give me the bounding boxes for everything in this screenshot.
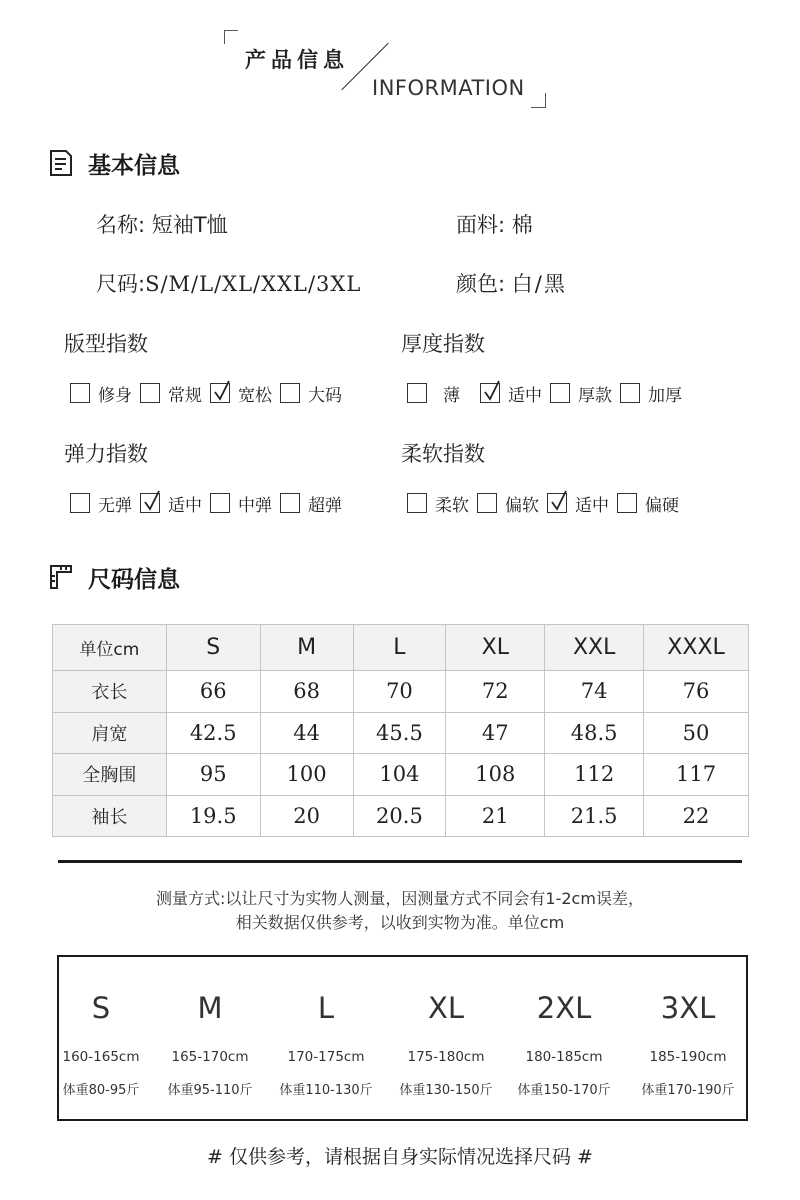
index-option[interactable] <box>70 491 132 516</box>
table-cell: 42.5 <box>166 712 260 754</box>
column-header: S <box>166 625 260 671</box>
page-header <box>0 0 800 120</box>
softness-index-options <box>407 490 687 516</box>
row-label: 衣长 <box>53 671 167 713</box>
index-option[interactable] <box>140 491 202 516</box>
reference-size: XL <box>427 991 465 1025</box>
thickness-index-title: 厚度指数 <box>401 332 485 356</box>
table-cell: 76 <box>644 671 749 713</box>
option-label: 柔软 <box>435 495 469 516</box>
table-cell: 48.5 <box>545 712 644 754</box>
stretch-index-title: 弹力指数 <box>64 442 148 466</box>
table-cell: 74 <box>545 671 644 713</box>
product-sizes: 尺码:S/M/L/XL/XXL/3XL <box>96 272 362 296</box>
row-label: 肩宽 <box>53 712 167 754</box>
option-label: 加厚 <box>648 385 682 406</box>
index-option[interactable] <box>70 381 132 406</box>
option-label: 大码 <box>308 385 342 406</box>
document-icon <box>48 149 74 177</box>
bracket-top-left <box>224 30 238 31</box>
table-cell: 19.5 <box>166 795 260 837</box>
table-cell: 100 <box>260 754 353 796</box>
checkbox-checked[interactable] <box>140 493 160 513</box>
bracket-bottom-right <box>531 107 545 108</box>
index-option[interactable] <box>210 381 272 406</box>
checkmark-icon <box>142 489 162 513</box>
reference-height: 160-165cm <box>62 1049 140 1065</box>
option-label: 超弹 <box>308 495 342 516</box>
fit-index-options <box>70 380 350 406</box>
table-cell: 112 <box>545 754 644 796</box>
table-cell: 22 <box>644 795 749 837</box>
table-cell: 104 <box>353 754 446 796</box>
table-cell: 47 <box>446 712 545 754</box>
thickness-index-options <box>407 380 690 406</box>
reference-size: 2XL <box>536 991 592 1025</box>
checkbox-checked[interactable] <box>210 383 230 403</box>
reference-size: L <box>317 991 335 1025</box>
checkmark-icon <box>212 379 232 403</box>
checkbox[interactable] <box>617 493 637 513</box>
table-cell: 72 <box>446 671 545 713</box>
option-label: 偏硬 <box>645 495 679 516</box>
checkbox[interactable] <box>620 383 640 403</box>
reference-weight: 体重130-150斤 <box>399 1083 493 1098</box>
product-colors: 颜色: 白/黑 <box>456 272 567 296</box>
column-header: XL <box>446 625 545 671</box>
checkbox-checked[interactable] <box>547 493 567 513</box>
table-cell: 68 <box>260 671 353 713</box>
reference-height: 175-180cm <box>407 1049 485 1065</box>
table-cell: 20.5 <box>353 795 446 837</box>
index-option[interactable] <box>407 381 472 406</box>
row-label: 袖长 <box>53 795 167 837</box>
index-option[interactable] <box>480 381 542 406</box>
option-label: 适中 <box>575 495 609 516</box>
checkbox[interactable] <box>280 383 300 403</box>
fit-index-title: 版型指数 <box>64 332 148 356</box>
table-row <box>53 671 749 713</box>
option-label: 适中 <box>508 385 542 406</box>
table-cell: 70 <box>353 671 446 713</box>
ruler-icon <box>48 563 74 591</box>
option-label: 宽松 <box>238 385 272 406</box>
basic-info-heading: 基本信息 <box>48 146 180 180</box>
divider-rule <box>58 860 742 863</box>
reference-size: M <box>197 991 223 1025</box>
option-label: 薄 <box>443 385 460 406</box>
column-header: XXXL <box>644 625 749 671</box>
size-table-header <box>53 625 749 671</box>
table-cell: 45.5 <box>353 712 446 754</box>
index-option[interactable] <box>550 381 612 406</box>
column-header: L <box>353 625 446 671</box>
option-label: 适中 <box>168 495 202 516</box>
option-label: 修身 <box>98 385 132 406</box>
measure-note-line1: 测量方式:以让尺寸为实物人测量，因测量方式不同会有1-2cm误差， <box>156 889 644 908</box>
option-label: 偏软 <box>505 495 539 516</box>
table-cell: 50 <box>644 712 749 754</box>
option-label: 常规 <box>168 385 202 406</box>
footer-note: # 仅供参考，请根据自身实际情况选择尺码 # <box>207 1146 593 1168</box>
reference-weight: 体重95-110斤 <box>167 1083 253 1098</box>
index-option[interactable] <box>210 491 272 516</box>
index-option[interactable] <box>280 381 342 406</box>
product-name: 名称: 短袖T恤 <box>96 213 228 237</box>
index-option[interactable] <box>620 381 682 406</box>
reference-height: 180-185cm <box>525 1049 603 1065</box>
table-cell: 95 <box>166 754 260 796</box>
checkbox[interactable] <box>407 383 427 403</box>
reference-height: 165-170cm <box>171 1049 249 1065</box>
table-row <box>53 712 749 754</box>
index-option[interactable] <box>140 381 202 406</box>
option-label: 中弹 <box>238 495 272 516</box>
reference-height: 185-190cm <box>649 1049 727 1065</box>
reference-weight: 体重150-170斤 <box>517 1083 611 1098</box>
checkbox[interactable] <box>210 493 230 513</box>
size-table <box>52 624 749 837</box>
checkmark-icon <box>482 379 502 403</box>
table-cell: 21.5 <box>545 795 644 837</box>
table-cell: 44 <box>260 712 353 754</box>
column-header: M <box>260 625 353 671</box>
checkbox[interactable] <box>70 493 90 513</box>
size-reference-box <box>57 955 748 1121</box>
reference-height: 170-175cm <box>287 1049 365 1065</box>
row-label: 全胸围 <box>53 754 167 796</box>
table-cell: 21 <box>446 795 545 837</box>
checkbox[interactable] <box>280 493 300 513</box>
measure-note-line2: 相关数据仅供参考，以收到实物为准。单位cm <box>235 913 565 932</box>
table-cell: 117 <box>644 754 749 796</box>
reference-size: S <box>91 991 111 1025</box>
index-option[interactable] <box>407 491 469 516</box>
checkbox-checked[interactable] <box>480 383 500 403</box>
index-option[interactable] <box>280 491 342 516</box>
table-row <box>53 754 749 796</box>
header-title-en: INFORMATION <box>372 76 525 100</box>
checkbox[interactable] <box>550 383 570 403</box>
index-option[interactable] <box>617 491 679 516</box>
option-label: 厚款 <box>578 385 612 406</box>
checkmark-icon <box>549 489 569 513</box>
checkbox[interactable] <box>407 493 427 513</box>
header-title-cn: 产品信息 <box>245 48 349 72</box>
product-fabric: 面料: 棉 <box>456 213 533 237</box>
unit-label: 单位cm <box>53 625 167 671</box>
reference-weight: 体重110-130斤 <box>279 1083 373 1098</box>
reference-weight: 体重170-190斤 <box>641 1083 735 1098</box>
checkbox[interactable] <box>477 493 497 513</box>
table-cell: 20 <box>260 795 353 837</box>
size-info-heading: 尺码信息 <box>48 560 180 594</box>
table-cell: 108 <box>446 754 545 796</box>
column-header: XXL <box>545 625 644 671</box>
option-label: 无弹 <box>98 495 132 516</box>
reference-weight: 体重80-95斤 <box>62 1083 140 1098</box>
softness-index-title: 柔软指数 <box>401 442 485 466</box>
checkbox[interactable] <box>70 383 90 403</box>
checkbox[interactable] <box>140 383 160 403</box>
stretch-index-options <box>70 490 350 516</box>
reference-size: 3XL <box>660 991 716 1025</box>
table-row <box>53 795 749 837</box>
table-cell: 66 <box>166 671 260 713</box>
index-option[interactable] <box>477 491 539 516</box>
index-option[interactable] <box>547 491 609 516</box>
